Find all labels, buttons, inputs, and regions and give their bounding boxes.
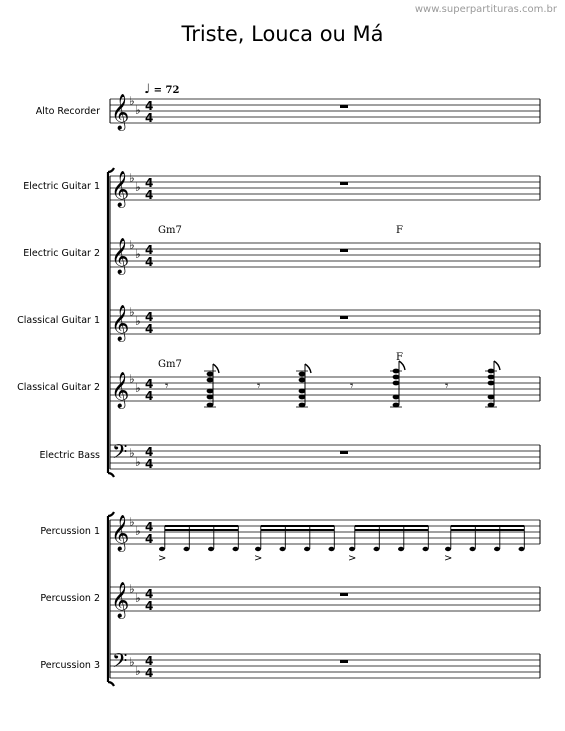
- staff-label-percussion-3: Percussion 3: [40, 660, 100, 671]
- flat-icon: ♭: [129, 305, 135, 319]
- notehead: [398, 547, 404, 551]
- quarter-note-icon: ♩: [144, 82, 151, 97]
- notehead: [488, 375, 495, 380]
- time-signature-bottom: 4: [145, 599, 154, 613]
- flat-icon: ♭: [135, 247, 141, 261]
- staff-label-electric-guitar-2: Electric Guitar 2: [23, 248, 100, 259]
- treble-clef-icon: 𝄞: [111, 94, 130, 130]
- flat-icon: ♭: [135, 180, 141, 194]
- flat-icon: ♭: [135, 103, 141, 117]
- flat-icon: ♭: [129, 582, 135, 596]
- time-signature-top: 4: [145, 445, 154, 459]
- notehead: [280, 547, 286, 551]
- notehead: [445, 547, 451, 551]
- staff-label-electric-bass: Electric Bass: [39, 450, 100, 461]
- flat-icon: ♭: [129, 655, 135, 669]
- chord-symbol-f-cg2: F: [396, 352, 403, 363]
- notehead: [488, 381, 495, 386]
- time-signature-bottom: 4: [145, 255, 154, 269]
- accent-mark: >: [158, 553, 167, 564]
- flat-icon: ♭: [135, 524, 141, 538]
- notehead: [349, 547, 355, 551]
- time-signature-bottom: 4: [145, 532, 154, 546]
- notehead: [423, 547, 429, 551]
- time-signature-bottom: 4: [145, 322, 154, 336]
- flat-icon: ♭: [135, 314, 141, 328]
- note-flag: [213, 364, 219, 373]
- staff-label-classical-guitar-2: Classical Guitar 2: [17, 382, 100, 393]
- whole-rest: [340, 316, 348, 319]
- notehead: [207, 378, 214, 383]
- time-signature-top: 4: [145, 587, 154, 601]
- time-signature-top: 4: [145, 377, 154, 391]
- notehead: [304, 547, 310, 551]
- score-title: Triste, Louca ou Má: [181, 22, 384, 46]
- staff-label-alto-recorder: Alto Recorder: [35, 106, 100, 117]
- bass-clef-icon: 𝄢: [112, 649, 128, 677]
- notehead: [207, 372, 214, 377]
- notehead: [208, 547, 214, 551]
- time-signature-bottom: 4: [145, 457, 154, 471]
- staff-label-classical-guitar-1: Classical Guitar 1: [17, 315, 100, 326]
- notehead: [519, 547, 525, 551]
- notehead: [393, 381, 400, 386]
- notehead: [494, 547, 500, 551]
- chord-symbol-f-eg2: F: [396, 225, 403, 236]
- time-signature-top: 4: [145, 176, 154, 190]
- note-flag: [399, 361, 405, 370]
- flat-icon: ♭: [129, 171, 135, 185]
- flat-icon: ♭: [129, 94, 135, 108]
- flat-icon: ♭: [135, 664, 141, 678]
- staff-label-percussion-2: Percussion 2: [40, 593, 100, 604]
- time-signature-top: 4: [145, 99, 154, 113]
- notehead: [374, 547, 380, 551]
- notehead: [393, 395, 400, 400]
- eighth-rest-icon: 𝄾: [445, 379, 449, 394]
- time-signature-top: 4: [145, 520, 154, 534]
- treble-clef-icon: 𝄞: [111, 171, 130, 207]
- time-signature-bottom: 4: [145, 389, 154, 403]
- treble-clef-icon: 𝄞: [111, 372, 130, 408]
- time-signature-top: 4: [145, 243, 154, 257]
- time-signature-top: 4: [145, 310, 154, 324]
- notehead: [470, 547, 476, 551]
- notehead: [329, 547, 335, 551]
- time-signature-bottom: 4: [145, 111, 154, 125]
- note-flag: [305, 364, 311, 373]
- eighth-rest-icon: 𝄾: [257, 379, 261, 394]
- notehead: [159, 547, 165, 551]
- notehead: [299, 395, 306, 400]
- time-signature-top: 4: [145, 654, 154, 668]
- treble-clef-icon: 𝄞: [111, 238, 130, 274]
- note-flag: [494, 361, 500, 370]
- notehead: [488, 395, 495, 400]
- chord-symbol-gm7-cg2: Gm7: [158, 359, 182, 370]
- tempo-text: = 72: [153, 85, 180, 96]
- time-signature-bottom: 4: [145, 666, 154, 680]
- watermark: www.superpartituras.com.br: [414, 4, 557, 15]
- whole-rest: [340, 451, 348, 454]
- treble-clef-icon: 𝄞: [111, 305, 130, 341]
- accent-mark: >: [348, 553, 357, 564]
- staff-label-percussion-1: Percussion 1: [40, 526, 100, 537]
- flat-icon: ♭: [129, 238, 135, 252]
- whole-rest: [340, 660, 348, 663]
- accent-mark: >: [254, 553, 263, 564]
- eighth-rest-icon: 𝄾: [165, 379, 169, 394]
- whole-rest: [340, 593, 348, 596]
- flat-icon: ♭: [135, 381, 141, 395]
- notehead: [184, 547, 190, 551]
- treble-clef-icon: 𝄞: [111, 515, 130, 551]
- bass-clef-icon: 𝄢: [112, 440, 128, 468]
- flat-icon: ♭: [129, 515, 135, 529]
- flat-icon: ♭: [129, 446, 135, 460]
- time-signature-bottom: 4: [145, 188, 154, 202]
- notehead: [299, 378, 306, 383]
- flat-icon: ♭: [135, 591, 141, 605]
- accent-mark: >: [444, 553, 453, 564]
- staff-label-electric-guitar-1: Electric Guitar 1: [23, 181, 100, 192]
- flat-icon: ♭: [129, 372, 135, 386]
- notehead: [255, 547, 261, 551]
- chord-symbol-gm7-eg2: Gm7: [158, 225, 182, 236]
- notehead: [299, 389, 306, 394]
- treble-clef-icon: 𝄞: [111, 582, 130, 618]
- whole-rest: [340, 249, 348, 252]
- flat-icon: ♭: [135, 455, 141, 469]
- notehead: [393, 375, 400, 380]
- whole-rest: [340, 182, 348, 185]
- whole-rest: [340, 105, 348, 108]
- notehead: [299, 372, 306, 377]
- eighth-rest-icon: 𝄾: [350, 379, 354, 394]
- notehead: [233, 547, 239, 551]
- notehead: [207, 395, 214, 400]
- notehead: [207, 389, 214, 394]
